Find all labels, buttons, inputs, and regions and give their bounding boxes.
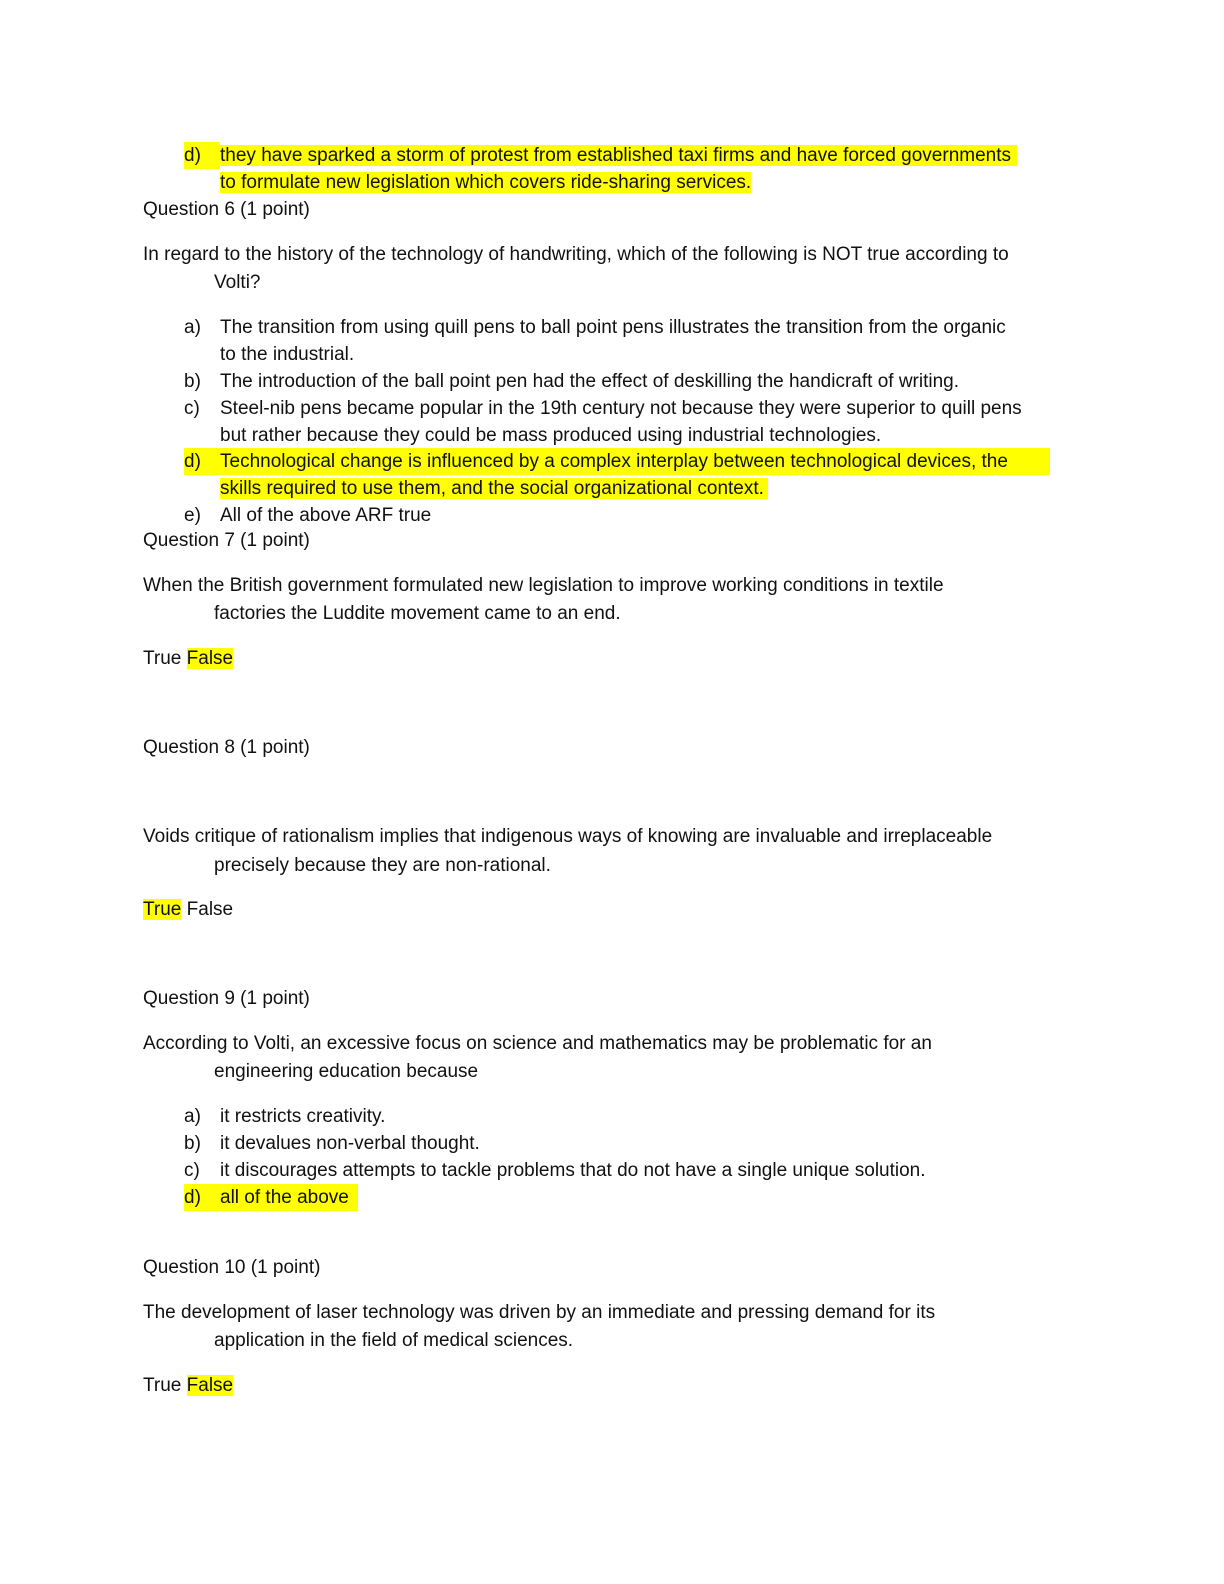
- question-10-answers: [143, 1372, 233, 1399]
- question-7-stem: When the British government formulated new legislation to improve working conditions in textile: [143, 575, 944, 596]
- option-label: d): [184, 142, 220, 169]
- document-page: d) they have sparked a storm of protest from established taxi firms and have forced governments to formulate new legislation which covers ride-sharing services. Question 6 (1 point) In regard to the history of the technology of handwriting, which of the following is NOT true according to Volti? a) The transition from using quill pens to ball point pens illustrates the transition from the organic to the industrial. b) The introduction of the ball point pen had the effect of deskilling the handicraft of writing. c) Steel-nib pens became popular in the 19th century not because they were superior to quill pens but rather because they could be mass produced using industrial technologies. d) Technological change is influenced by a complex interplay between technological devices, the skills required to use them, and the social organizational context. e) All of the above ARF true Question 7 (1 point) When the British government formulated new legislation to improve working conditions in textile factories the Luddite movement came to an end. True False Question 8 (1 point) Voids critique of rationalism implies that indigenous ways of knowing are invaluable and irreplaceable precisely because they are non-rational. True False Question 9 (1 point) According to Volti, an excessive focus on science and mathematics may be problematic for an engineering education because a) it restricts creativity. b) it devalues non-verbal thought. c) it discourages attempts to tackle problems that do not have a single unique solution. d) all of the above Question 10 (1 point) The development of laser technology was driven by an immediate and pressing demand for its application in the field of medical sciences. True False: [0, 0, 1224, 1584]
- question-8-stem-cont: precisely because they are non-rational.: [214, 855, 551, 876]
- question-8-answers: [143, 896, 233, 923]
- q6-option-d-text: Technological change is influenced by a complex interplay between technological devices, the: [220, 451, 1008, 472]
- q5-option-d-line2: to formulate new legislation which covers ride-sharing services.: [220, 172, 752, 193]
- true-option: True: [143, 899, 182, 920]
- q9-option-b-text: it devalues non-verbal thought.: [220, 1133, 480, 1154]
- option-label: d): [184, 1187, 201, 1208]
- q9-option-d-text: all of the above: [220, 1187, 349, 1208]
- question-8-title: Question 8 (1 point): [143, 737, 310, 758]
- question-10-stem: The development of laser technology was driven by an immediate and pressing demand for its: [143, 1302, 936, 1323]
- false-option: False: [186, 899, 234, 920]
- question-9-title: Question 9 (1 point): [143, 988, 310, 1009]
- question-6-stem: In regard to the history of the technology of handwriting, which of the following is NOT true according to: [143, 244, 1009, 265]
- q6-option-b-text: The introduction of the ball point pen had the effect of deskilling the handicraft of writing.: [220, 371, 960, 392]
- q6-option-c-text: Steel-nib pens became popular in the 19th century not because they were superior to quill pens: [220, 398, 1022, 419]
- q6-option-e-text: All of the above ARF true: [220, 505, 432, 526]
- q6-option-d-highlight-row: [184, 448, 1050, 475]
- false-option: False: [186, 1375, 234, 1396]
- true-option: True: [143, 648, 182, 669]
- question-7-answers: [143, 645, 233, 672]
- question-6-title: Question 6 (1 point): [143, 199, 310, 220]
- option-text-line1: they have sparked a storm of protest from established taxi firms and have forced governments: [220, 145, 1017, 166]
- option-label: d): [184, 451, 201, 472]
- question-7-title: Question 7 (1 point): [143, 530, 310, 551]
- q9-option-a-text: it restricts creativity.: [220, 1106, 386, 1127]
- q6-option-a-text: The transition from using quill pens to ball point pens illustrates the transition from the organic: [220, 317, 1006, 338]
- false-option: False: [186, 648, 234, 669]
- q9-option-d-highlight-row: [184, 1184, 358, 1211]
- question-10-stem-cont: application in the field of medical sciences.: [214, 1330, 574, 1351]
- question-9-stem-cont: engineering education because: [214, 1061, 479, 1082]
- question-7-stem-cont: factories the Luddite movement came to an end.: [214, 603, 621, 624]
- q6-option-a-text-cont: to the industrial.: [220, 344, 355, 365]
- q6-option-c-text-cont: but rather because they could be mass produced using industrial technologies.: [220, 425, 882, 446]
- q6-option-d-text-cont: skills required to use them, and the social organizational context.: [220, 475, 768, 502]
- true-option: True: [143, 1375, 182, 1396]
- question-9-stem: According to Volti, an excessive focus on science and mathematics may be problematic for an: [143, 1033, 932, 1054]
- question-10-title: Question 10 (1 point): [143, 1257, 321, 1278]
- question-6-stem-cont: Volti?: [214, 272, 261, 293]
- question-8-stem: Voids critique of rationalism implies that indigenous ways of knowing are invaluable and irreplaceable: [143, 826, 993, 847]
- q9-option-c-text: it discourages attempts to tackle problems that do not have a single unique solution.: [220, 1160, 926, 1181]
